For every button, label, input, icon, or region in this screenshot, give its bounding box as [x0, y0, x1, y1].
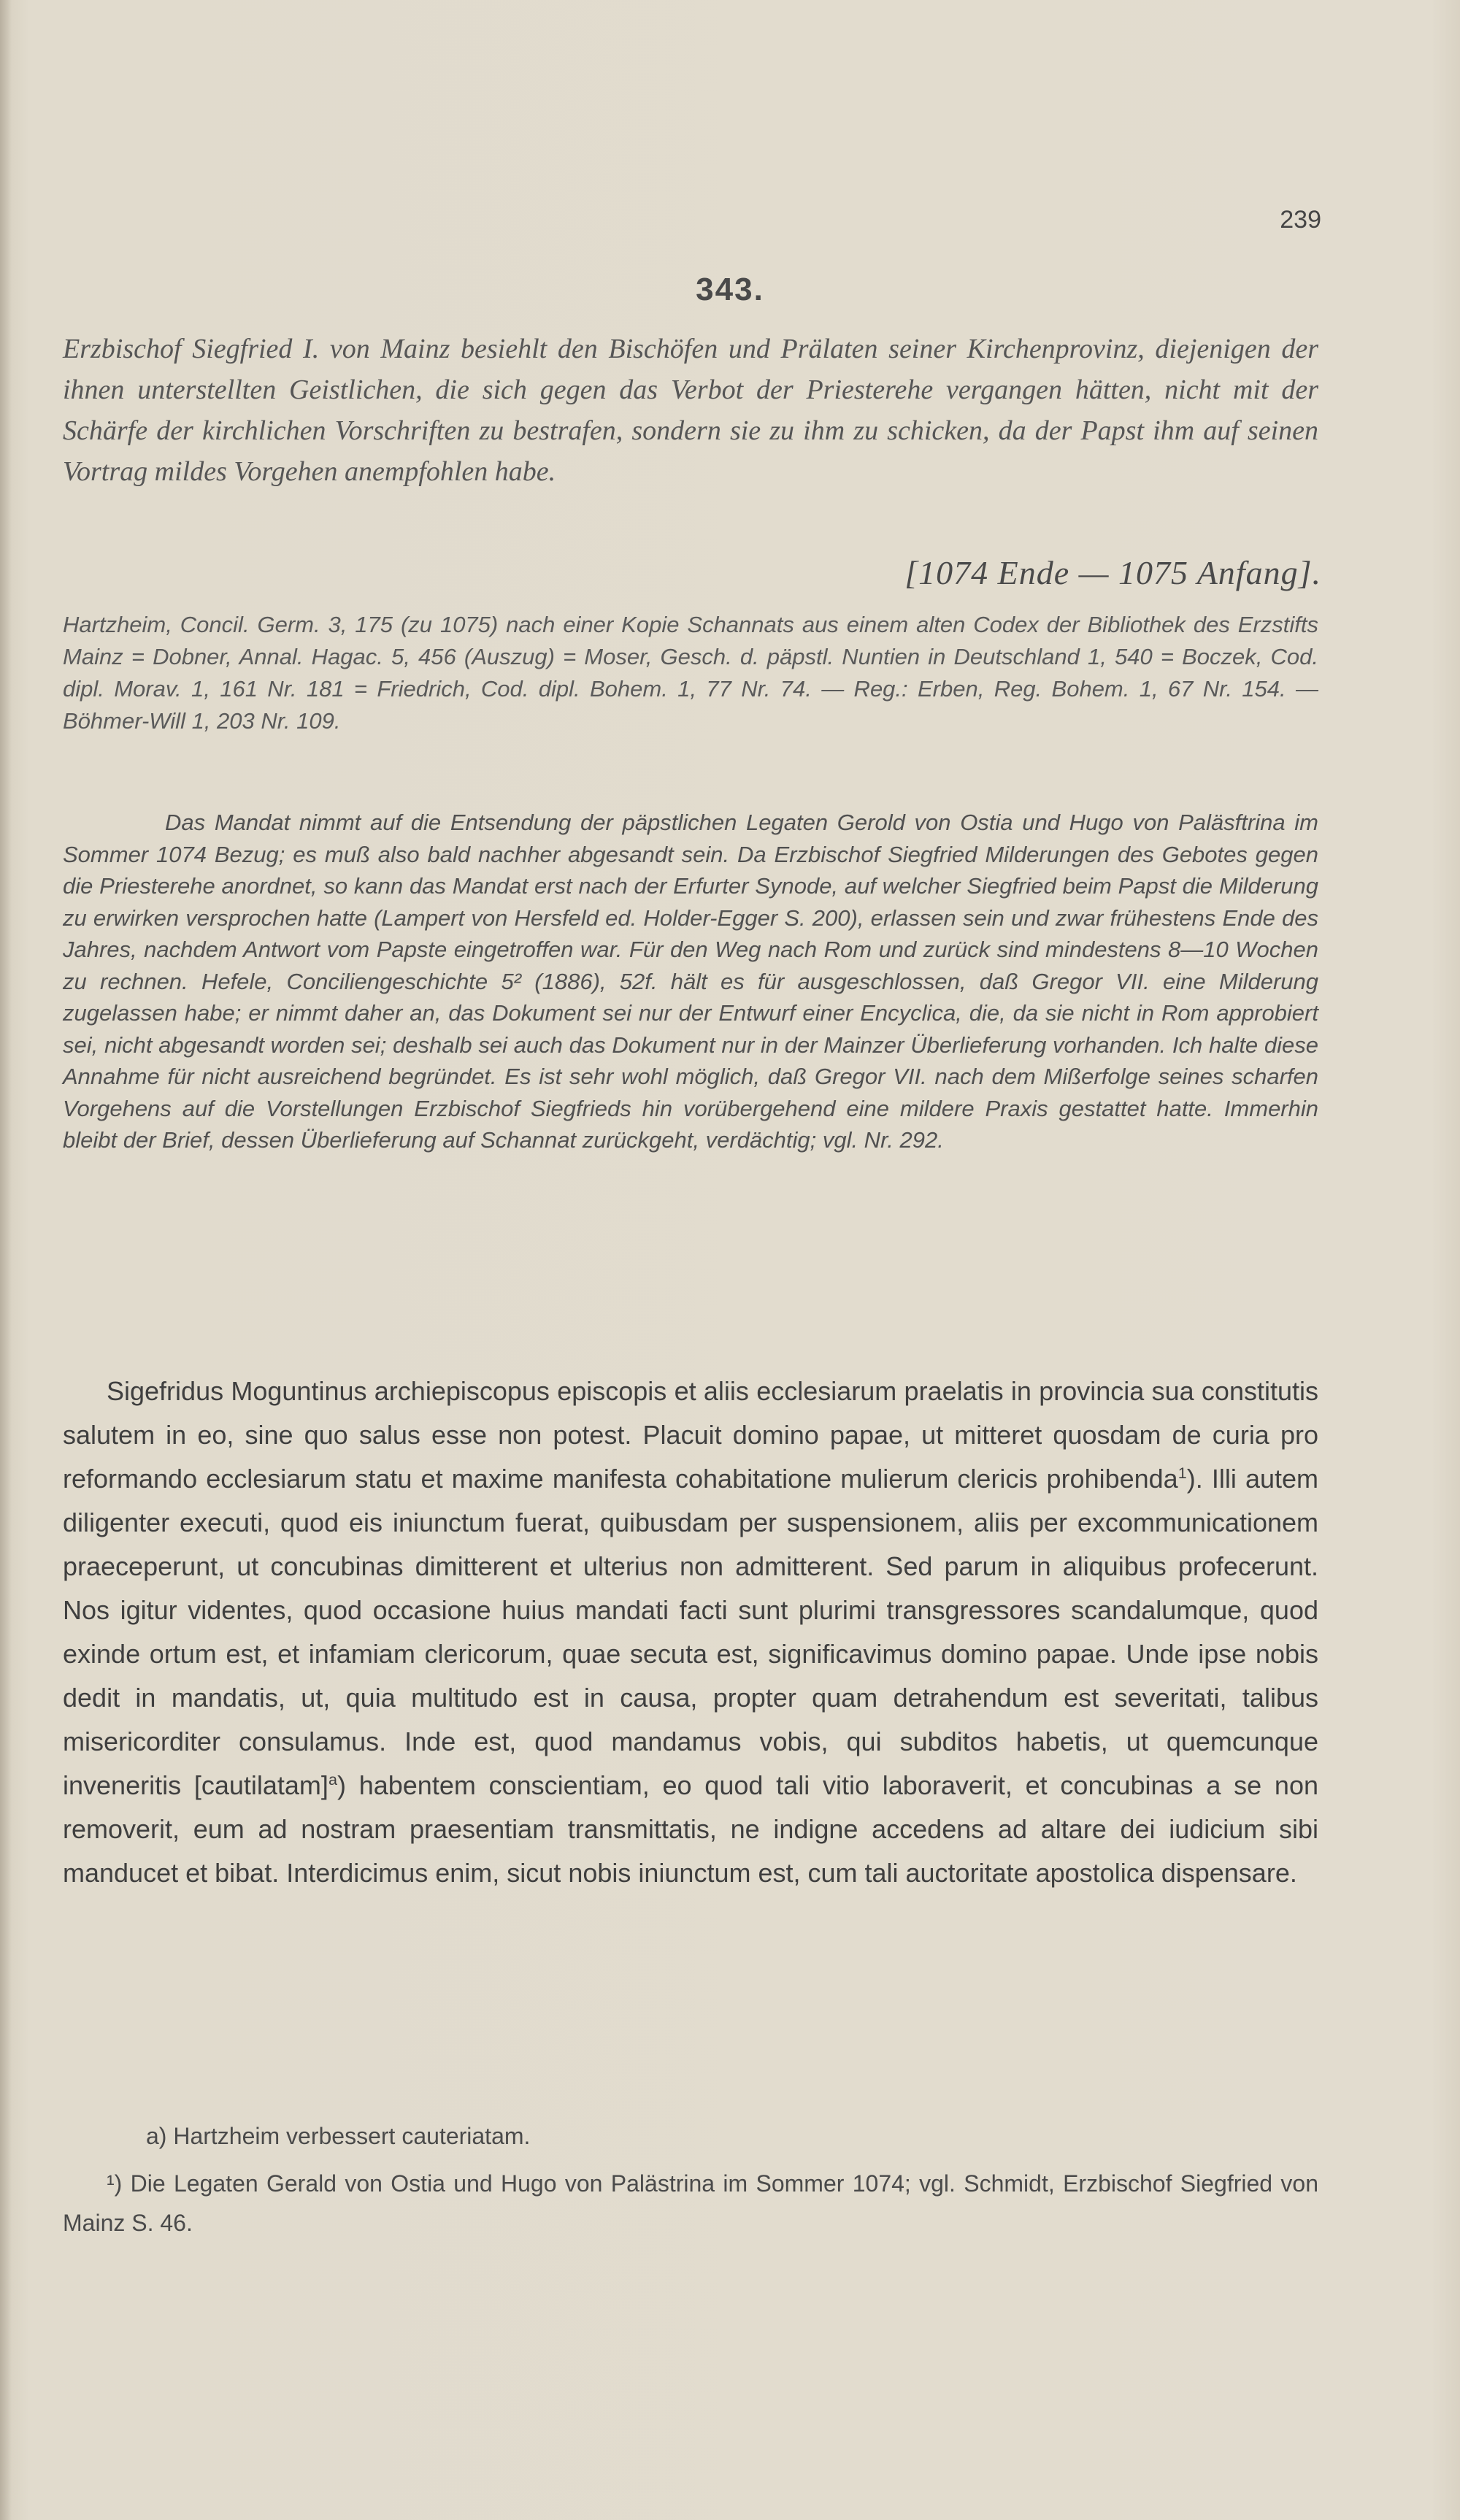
latin-text-part-1: Sigefridus Moguntinus archiepiscopus episcopis et aliis ecclesiarum praelatis in provincia sua constitutis salutem in eo, sine quo salus esse non potest. Placuit domino papae, ut mitteret quosdam de curia pro reformando ecclesiarum statu et maxime manifesta cohabitatione mulierum clericis prohibenda: [63, 1376, 1318, 1494]
footnote-a: a) Hartzheim verbessert cauteriatam.: [146, 2123, 531, 2149]
document-number: 343.: [696, 272, 764, 307]
footnote-1: [63, 2164, 1318, 2243]
footnote-a-marker: a: [328, 1770, 337, 1789]
summary-text: Erzbischof Siegfried I. von Mainz besiehlt den Bischöfen und Prälaten seiner Kirchenprovinz, diejenigen der ihnen unterstellten Geistlichen, die sich gegen das Verbot der Priesterehe vergangen hätten, nicht mit der Schärfe der kirchlichen Vorschriften zu bestrafen, sondern sie zu ihm zu schicken, da der Papst ihm auf seinen Vortrag mildes Vorgehen anempfohlen habe.: [63, 334, 1318, 487]
latin-text-part-2: ). Illi autem diligenter executi, quod eis iniunctum fuerat, quibusdam per suspensionem, aliis per excommunicationem praeceperunt, ut concubinas dimitterent et ulterius non admitterent. Sed parum in aliquibus profecerunt. Nos igitur videntes, quod occasione huius mandati facti sunt plurimi transgressores scandalumque, quod exinde ortum est, et infamiam clericorum, quae secuta est, significavimus domino papae. Unde ipse nobis dedit in mandatis, ut, quia multitudo est in causa, propter quam detrahendum est severitati, talibus misericorditer consulamus. Inde est, quod mandamus vobis, qui subditos habetis, ut quemcunque inveneritis [cautilatam]: [63, 1464, 1319, 1800]
sources-text: Hartzheim, Concil. Germ. 3, 175 (zu 1075) nach einer Kopie Schannats aus einem alten Codex der Bibliothek des Erzstifts Mainz = Dobner, Annal. Hagac. 5, 456 (Auszug) = Moser, Gesch. d. päpstl. Nuntien in Deutschland 1, 540 = Boczek, Cod. dipl. Morav. 1, 161 Nr. 181 = Friedrich, Cod. dipl. Bohem. 1, 77 Nr. 74. — Reg.: Erben, Reg. Bohem. 1, 67 Nr. 154. — Böhmer-Will 1, 203 Nr. 109.: [63, 612, 1318, 734]
source-references: [63, 609, 1318, 737]
page-binding-shadow: [0, 0, 12, 2520]
footnote-1-label: ¹): [107, 2170, 123, 2197]
footnote-1-paragraph: [63, 2164, 1318, 2243]
latin-text-part-3: ) habentem conscientiam, eo quod tali vitio laboraverit, et concubinas a se non removerit, eum ad nostram praesentiam transmittatis, ne indigne accedens ad altare dei iudicium sibi manducet et bibat. Interdicimus enim, sicut nobis iniunctum est, cum tali auctoritate apostolica dispensare.: [63, 1770, 1318, 1888]
footnote-1-text: Die Legaten Gerald von Ostia und Hugo von Palästrina im Sommer 1074; vgl. Schmidt, Erzbischof Siegfried von Mainz S. 46.: [63, 2170, 1318, 2236]
page-number: 239: [1280, 206, 1321, 234]
regest-summary: [63, 329, 1318, 492]
document-date: [1074 Ende — 1075 Anfang].: [904, 554, 1321, 591]
footnote-1-marker: 1: [1177, 1464, 1187, 1482]
latin-paragraph: [63, 1370, 1318, 1895]
editorial-commentary: [63, 807, 1318, 1156]
latin-document-text: [63, 1370, 1318, 1895]
commentary-text: Das Mandat nimmt auf die Entsendung der päpstlichen Legaten Gerold von Ostia und Hugo von Paläsftrina im Sommer 1074 Bezug; es muß also bald nachher abgesandt sein. Da Erzbischof Siegfried Milderungen des Gebotes gegen die Priesterehe anordnet, so kann das Mandat erst nach der Erfurter Synode, auf welcher Siegfried beim Papst die Milderung zu erwirken versprochen hatte (Lampert von Hersfeld ed. Holder-Egger S. 200), erlassen sein und zwar frühestens Ende des Jahres, nachdem Antwort vom Papste eingetroffen war. Für den Weg nach Rom und zurück sind mindestens 8—10 Wochen zu rechnen. Hefele, Conciliengeschichte 5² (1886), 52f. hält es für ausgeschlossen, daß Gregor VII. eine Milderung zugelassen habe; er nimmt daher an, das Dokument sei nur der Entwurf einer Encyclica, die, da sie nicht in Rom approbiert sei, nicht abgesandt worden sei; deshalb sei auch das Dokument nur in der Mainzer Überlieferung vorhanden. Ich halte diese Annahme für nicht ausreichend begründet. Es ist sehr wohl möglich, daß Gregor VII. nach dem Mißerfolge seines scharfen Vorgehens auf die Vorstellungen Erzbischof Siegfrieds hin vorübergehend eine mildere Praxis gestattet hatte. Immerhin bleibt der Brief, dessen Überlieferung auf Schannat zurückgeht, verdächtig; vgl. Nr. 292.: [63, 810, 1318, 1153]
